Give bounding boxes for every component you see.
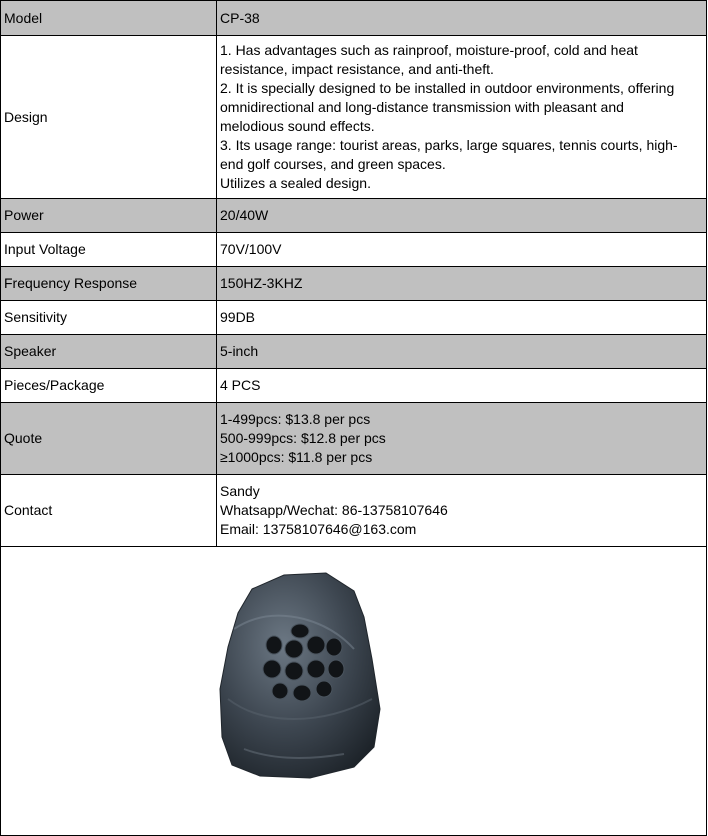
spec-row-quote [1, 403, 707, 475]
spec-row-image [1, 547, 707, 836]
spec-label [1, 335, 217, 369]
value-line: ≥1000pcs: $11.8 per pcs [220, 449, 373, 465]
spec-row-model [1, 1, 707, 36]
label-text: Design [4, 108, 48, 125]
spec-value [217, 267, 707, 301]
label-text: Quote [4, 430, 43, 446]
spec-label [1, 267, 217, 301]
spec-label [1, 36, 217, 199]
value-line: omnidirectional and long-distance transmission with pleasant and [220, 99, 624, 115]
spec-label [1, 301, 217, 335]
value-line: 2. It is specially designed to be installed in outdoor environments, offering [220, 80, 675, 96]
value-line: Whatsapp/Wechat: 86-13758107646 [220, 502, 448, 518]
spec-value [217, 403, 707, 475]
value-line: 70V/100V [220, 241, 282, 257]
label-text: Model [4, 9, 43, 26]
value-line: Sandy [220, 483, 260, 499]
spec-row-power [1, 199, 707, 233]
spec-row-sensitivity [1, 301, 707, 335]
value-line: 500-999pcs: $12.8 per pcs [220, 430, 386, 446]
spec-value [217, 1, 707, 36]
image-cell [1, 547, 707, 836]
label-text: Speaker [4, 343, 57, 359]
product-image-frame [4, 547, 707, 835]
spec-row-frequency-response [1, 267, 707, 301]
spec-value [217, 199, 707, 233]
spec-label [1, 1, 217, 36]
spec-value [217, 233, 707, 267]
value-line: melodious sound effects. [220, 118, 375, 134]
value-line: 99DB [220, 309, 256, 325]
label-text: Contact [4, 502, 53, 518]
label-text: Input Voltage [4, 241, 86, 257]
spec-label [1, 369, 217, 403]
spec-value [217, 36, 707, 199]
spec-value [217, 335, 707, 369]
value-line: Utilizes a sealed design. [220, 175, 371, 191]
spec-value [217, 369, 707, 403]
label-text: Frequency Response [4, 275, 138, 291]
spec-label [1, 475, 217, 547]
spec-row-speaker [1, 335, 707, 369]
value-line: CP-38 [220, 9, 260, 26]
label-text: Sensitivity [4, 309, 68, 325]
value-line: 1-499pcs: $13.8 per pcs [220, 411, 371, 427]
label-text: Pieces/Package [4, 377, 105, 393]
value-line: 150HZ-3KHZ [220, 275, 303, 291]
spec-row-input-voltage [1, 233, 707, 267]
spec-row-pieces-package [1, 369, 707, 403]
spec-value [217, 475, 707, 547]
spec-row-design [1, 36, 707, 199]
spec-row-contact [1, 475, 707, 547]
spec-label [1, 403, 217, 475]
rock-speaker-image [214, 569, 384, 781]
value-line: end golf courses, and green spaces. [220, 156, 446, 172]
value-line: 20/40W [220, 207, 269, 223]
spec-label [1, 199, 217, 233]
value-line: 5-inch [220, 343, 259, 359]
spec-value [217, 301, 707, 335]
value-line: Email: 13758107646@163.com [220, 521, 417, 537]
value-line: 1. Has advantages such as rainproof, moisture-proof, cold and heat [220, 42, 638, 58]
value-line: 3. Its usage range: tourist areas, parks, large squares, tennis courts, high- [220, 137, 678, 153]
value-line: resistance, impact resistance, and anti-theft. [220, 61, 494, 77]
value-line: 4 PCS [220, 377, 261, 393]
label-text: Power [4, 207, 44, 223]
spec-label [1, 233, 217, 267]
